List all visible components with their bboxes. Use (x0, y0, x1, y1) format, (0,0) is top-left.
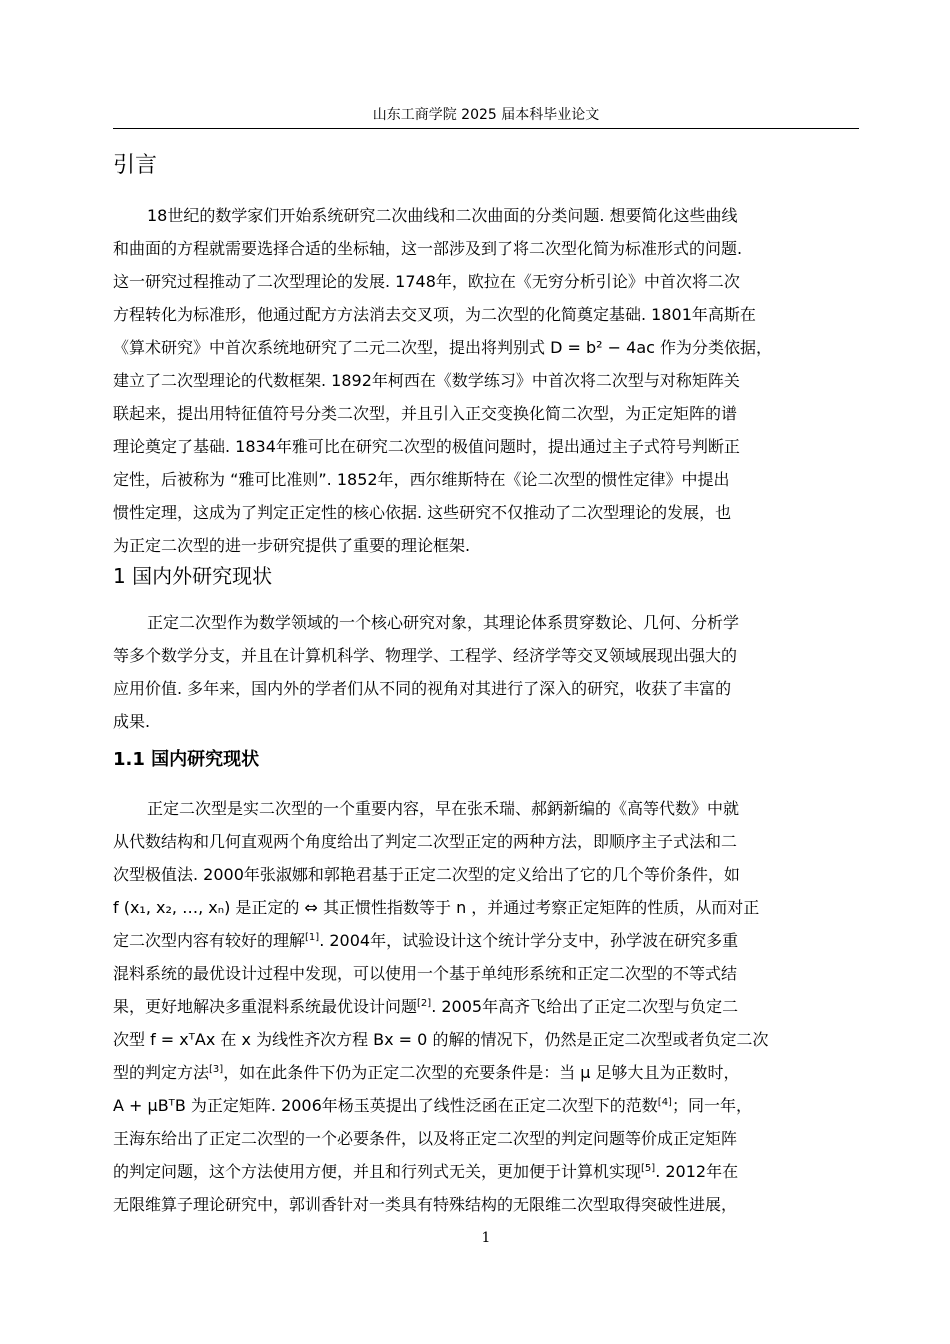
paragraph-line: 《算术研究》中首次系统地研究了二元二次型，提出将判别式 D = b² − 4ac 作为分类依据， (113, 338, 773, 357)
paragraph-line (113, 1155, 859, 1188)
paragraph-line: 无限维算子理论研究中，郭训香针对一类具有特殊结构的无限维二次型取得突破性进展， (113, 1195, 738, 1214)
line-text: 定二次型内容有较好的理解 (113, 931, 306, 950)
citation-1: [1] (305, 932, 320, 943)
paragraph-line: 18世纪的数学家们开始系统研究二次曲线和二次曲面的分类问题. 想要简化这些曲线 (147, 206, 738, 225)
paragraph-line: 成果. (113, 712, 151, 731)
line-text: 的判定问题，这个方法使用方便，并且和行列式无关，更加便于计算机实现 (113, 1162, 642, 1181)
paragraph-line: 正定二次型作为数学领域的一个核心研究对象，其理论体系贯穿数论、几何、分析学 (147, 613, 740, 632)
paragraph-line: 理论奠定了基础. 1834年雅可比在研究二次型的极值问题时，提出通过主子式符号判断正 (113, 437, 740, 456)
subsection-heading-domestic-status: 1.1 国内研究现状 (113, 749, 260, 770)
paragraph-line (113, 924, 859, 957)
paragraph-line: 次型极值法. 2000年张淑娜和郭艳君基于正定二次型的定义给出了它的几个等价条件，如 (113, 865, 740, 884)
paragraph-line: 混料系统的最优设计过程中发现，可以使用一个基于单纯形系统和正定二次型的不等式结 (113, 964, 738, 983)
paragraph-line (113, 1056, 859, 1089)
line-text: ，如在此条件下仍为正定二次型的充要条件是：当 μ 足够大且为正数时， (223, 1063, 740, 1082)
line-text: A + μBᵀB 为正定矩阵. 2006年杨玉英提出了线性泛函在正定二次型下的范数 (113, 1096, 658, 1115)
line-text: . 2004年，试验设计这个统计学分支中，孙学波在研究多重 (319, 931, 739, 950)
page-number: 1 (481, 1230, 491, 1246)
line-text: . 2005年高齐飞给出了正定二次型与负定二 (431, 997, 739, 1016)
paragraph-line: 惯性定理，这成为了判定正定性的核心依据. 这些研究不仅推动了二次型理论的发展，也 (113, 503, 732, 522)
citation-3: [3] (209, 1064, 224, 1075)
paragraph-line: 为正定二次型的进一步研究提供了重要的理论框架. (113, 536, 471, 555)
citation-4: [4] (657, 1097, 672, 1108)
header-rule (113, 128, 859, 129)
line-text: . 2012年在 (655, 1162, 739, 1181)
paragraph-line (113, 990, 859, 1023)
running-header: 山东工商学院 2025 届本科毕业论文 (372, 107, 600, 123)
paragraph-line: 联起来，提出用特征值符号分类二次型，并且引入正交变换化简二次型，为正定矩阵的谱 (113, 404, 738, 423)
paragraph-line: 定性，后被称为 “雅可比准则”. 1852年，西尔维斯特在《论二次型的惯性定律》中提出 (113, 470, 730, 489)
paragraph-line: 从代数结构和几何直观两个角度给出了判定二次型正定的两种方法，即顺序主子式法和二 (113, 832, 738, 851)
paragraph-line (113, 1089, 859, 1122)
paragraph-line: 这一研究过程推动了二次型理论的发展. 1748年，欧拉在《无穷分析引论》中首次将二次 (113, 272, 740, 291)
paragraph-line: 正定二次型是实二次型的一个重要内容，早在张禾瑞、郝鈵新编的《高等代数》中就 (147, 799, 740, 818)
paragraph-line: 等多个数学分支，并且在计算机科学、物理学、工程学、经济学等交叉领域展现出强大的 (113, 646, 738, 665)
paragraph-line: 和曲面的方程就需要选择合适的坐标轴，这一部涉及到了将二次型化简为标准形式的问题. (113, 239, 743, 258)
line-text: 型的判定方法 (113, 1063, 210, 1082)
citation-2: [2] (417, 998, 432, 1009)
paragraph-line: 方程转化为标准形，他通过配方方法消去交叉项，为二次型的化简奠定基础. 1801年高斯在 (113, 305, 756, 324)
paragraph-line: 建立了二次型理论的代数框架. 1892年柯西在《数学练习》中首次将二次型与对称矩阵关 (113, 371, 740, 390)
paragraph-line: 王海东给出了正定二次型的一个必要条件，以及将正定二次型的判定问题等价成正定矩阵 (113, 1129, 738, 1148)
section-heading-research-status: 1 国内外研究现状 (113, 564, 273, 588)
citation-5: [5] (641, 1163, 656, 1174)
line-text: 果，更好地解决多重混料系统最优设计问题 (113, 997, 418, 1016)
line-text: ；同一年， (671, 1096, 752, 1115)
paragraph-line: 应用价值. 多年来，国内外的学者们从不同的视角对其进行了深入的研究，收获了丰富的 (113, 679, 732, 698)
section-heading-introduction: 引言 (113, 153, 158, 178)
paragraph-line: 次型 f = xᵀAx 在 x 为线性齐次方程 Bx = 0 的解的情况下，仍然是正定二次型或者负定二次 (113, 1030, 769, 1049)
paragraph-line: f (x₁, x₂, …, xₙ) 是正定的 ⇔ 其正惯性指数等于 n ，并通过考察正定矩阵的性质，从而对正 (113, 898, 760, 917)
